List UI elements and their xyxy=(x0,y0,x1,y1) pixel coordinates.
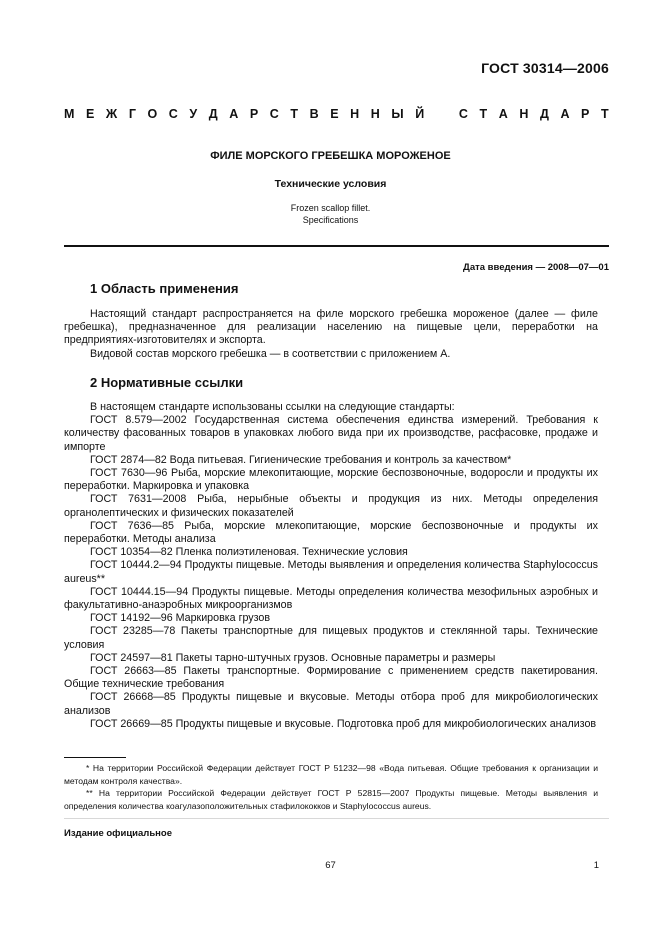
paragraph: Видовой состав морского гребешка — в соответствии с приложением А. xyxy=(90,347,451,360)
reference-item: ГОСТ 10354—82 Пленка полиэтиленовая. Технические условия xyxy=(90,546,408,559)
section-2-heading: 2 Нормативные ссылки xyxy=(90,375,244,390)
section-1-body xyxy=(64,308,598,361)
footnote: ** На территории Российской Федерации действует ГОСТ Р 52815—2007 Продукты пищевые. Методы выявления и определения количества коагулазоположительных стафилококков и Staphylococcus aureus. xyxy=(64,788,598,811)
banner-letter: Е xyxy=(330,107,339,121)
page-number: 67 xyxy=(325,860,336,871)
banner-letter: Г xyxy=(128,107,136,121)
paragraph: В настоящем стандарте использованы ссылки на следующие стандарты: xyxy=(90,401,455,413)
reference-item: ГОСТ 26668—85 Продукты пищевые и вкусовые. Методы отбора проб для микробиологических анализов xyxy=(64,691,598,717)
banner-letter: С xyxy=(458,107,468,121)
reference-item: ГОСТ 24597—81 Пакеты тарно-штучных грузов. Основные параметры и размеры xyxy=(90,651,496,664)
reference-item: ГОСТ 8.579—2002 Государственная система обеспечения единства измерений. Требования к количеству фасованных товаров в упаковках любого вида при их производстве, расфасовке, продаже и импорте xyxy=(64,414,598,453)
banner-letter: А xyxy=(229,107,239,121)
document-number: ГОСТ 30314—2006 xyxy=(481,60,609,76)
banner-letter: О xyxy=(147,107,158,121)
reference-item: ГОСТ 10444.2—94 Продукты пищевые. Методы выявления и определения количества Staphylococcus aureus** xyxy=(64,559,598,585)
banner-letter: Н xyxy=(519,107,529,121)
banner-letter: М xyxy=(64,107,75,121)
section-1-heading: 1 Область применения xyxy=(90,281,239,296)
document-subtitle: Технические условия xyxy=(274,178,387,190)
banner-letter: Т xyxy=(290,107,299,121)
banner-letter: Д xyxy=(208,107,218,121)
paragraph: Настоящий стандарт распространяется на филе морского гребешка мороженое (далее — филе гребешка), предназначенное для реализации населению на пищевые цели, переработки на предприятиях-изготовителях и экспорта. xyxy=(64,308,598,347)
footnotes xyxy=(64,762,598,812)
reference-item: ГОСТ 2874—82 Вода питьевая. Гигиенические требования и контроль за качеством* xyxy=(90,453,512,466)
banner-letter: Ы xyxy=(391,107,404,121)
official-edition-label: Издание официальное xyxy=(64,828,172,839)
footnote-rule xyxy=(64,757,126,758)
document-title: ФИЛЕ МОРСКОГО ГРЕБЕШКА МОРОЖЕНОЕ xyxy=(210,150,451,162)
banner-letter: С xyxy=(168,107,178,121)
reference-item: ГОСТ 7636—85 Рыба, морские млекопитающие, морские беспозвоночные и продукты их переработки. Методы анализа xyxy=(64,519,598,546)
section-2-body xyxy=(64,401,598,731)
banner-letter: Н xyxy=(350,107,360,121)
title-divider xyxy=(64,245,609,247)
reference-item: ГОСТ 26669—85 Продукты пищевые и вкусовые. Подготовка проб для микробиологических анализов xyxy=(90,717,597,730)
reference-item: ГОСТ 26663—85 Пакеты транспортные. Формирование с применением средств пакетирования. Общие технические требования xyxy=(64,665,598,691)
banner-letter: Н xyxy=(370,107,380,121)
introduction-date: Дата введения — 2008—07—01 xyxy=(463,262,609,273)
reference-item: ГОСТ 7630—96 Рыба, морские млекопитающие, морские беспозвоночные, водоросли и продукты их переработки. Маркировка и упаковка xyxy=(64,467,598,493)
banner-letter: С xyxy=(269,107,279,121)
banner-letter: Й xyxy=(415,107,425,121)
english-title: Frozen scallop fillet. xyxy=(290,203,371,213)
banner-letter: Ж xyxy=(105,107,118,121)
banner-letter: Р xyxy=(581,107,590,121)
english-title-block xyxy=(0,202,661,226)
reference-item: ГОСТ 10444.15—94 Продукты пищевые. Методы определения количества мезофильных аэробных и факультативно-анаэробных микроорганизмов xyxy=(64,585,598,612)
banner-letter: Д xyxy=(539,107,549,121)
footer-divider xyxy=(64,818,609,819)
banner-letter: У xyxy=(189,107,198,121)
footnote: * На территории Российской Федерации действует ГОСТ Р 51232—98 «Вода питьевая. Общие требования к организации и методам контроля качества». xyxy=(64,763,598,786)
english-subtitle: Specifications xyxy=(302,215,359,225)
banner-letter: А xyxy=(498,107,508,121)
interstate-standard-banner xyxy=(64,107,609,121)
reference-item: ГОСТ 14192—96 Маркировка грузов xyxy=(90,612,271,625)
banner-letter: Т xyxy=(600,107,609,121)
banner-letter: Т xyxy=(479,107,488,121)
reference-item: ГОСТ 23285—78 Пакеты транспортные для пищевых продуктов и стеклянной тары. Технические условия xyxy=(64,625,598,651)
sheet-number: 1 xyxy=(593,860,599,871)
banner-letter: В xyxy=(309,107,319,121)
reference-item: ГОСТ 7631—2008 Рыба, нерыбные объекты и продукция из них. Методы определения органолептических и физических показателей xyxy=(64,493,598,519)
banner-letter: Е xyxy=(86,107,95,121)
banner-letter: Р xyxy=(249,107,259,121)
banner-letter: А xyxy=(560,107,570,121)
